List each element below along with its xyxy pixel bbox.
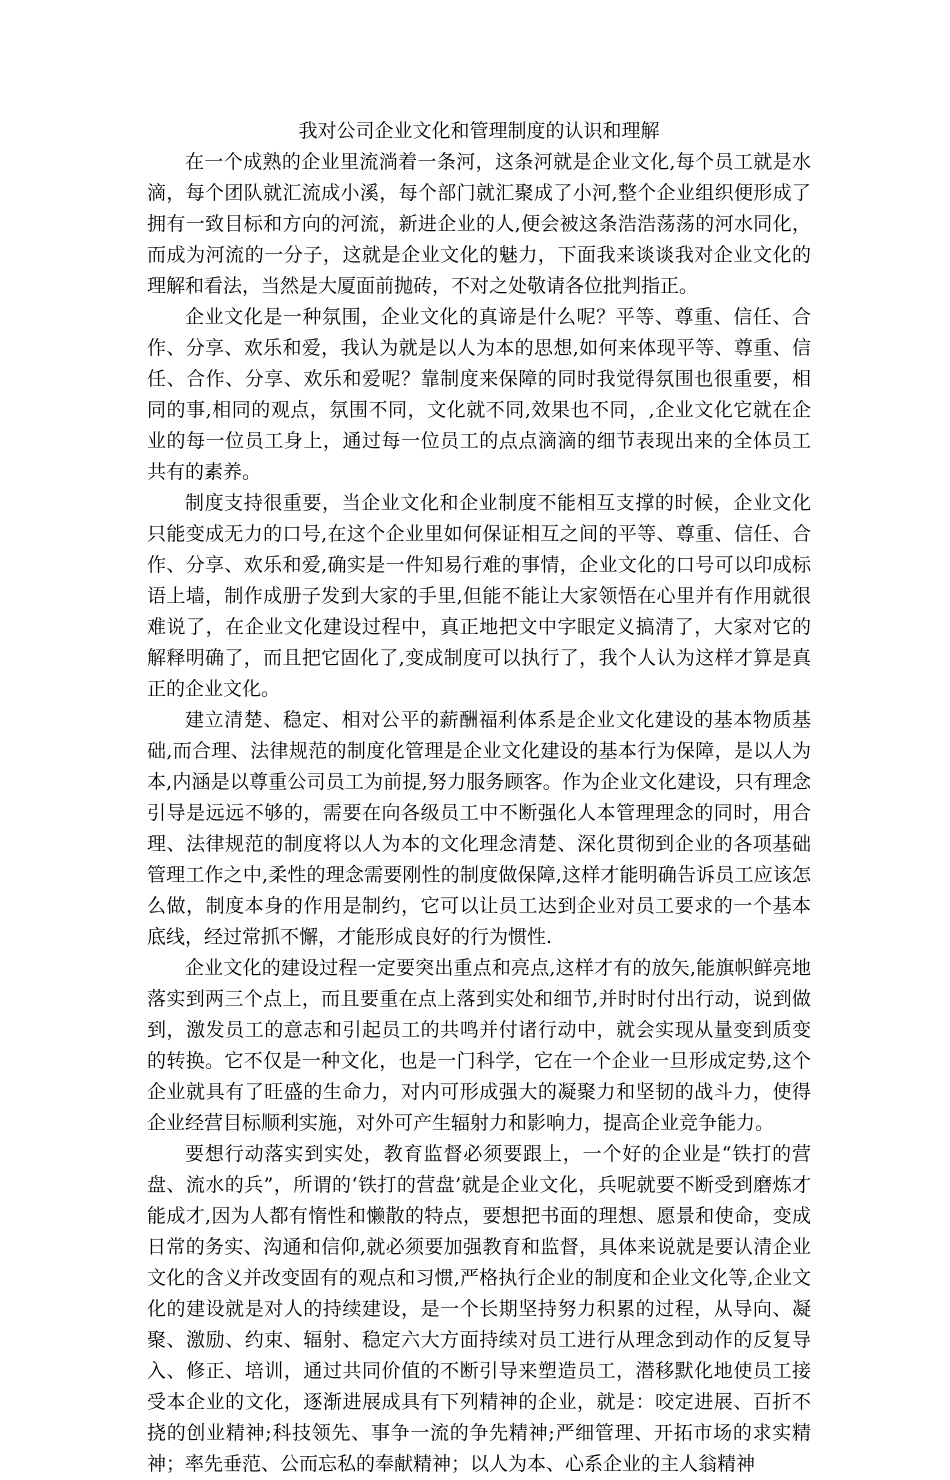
- paragraph-4: 建立清楚、稳定、相对公平的薪酬福利体系是企业文化建设的基本物质基础,而合理、法律规范的制度化管理是企业文化建设的基本行为保障，是以人为本,内涵是以尊重公司员工为前提,努力服务顾客。作为企业文化建设，只有理念引导是远远不够的，需要在向各级员工中不断强化人本管理理念的同时，用合理、法律规范的制度将以人为本的文化理念清楚、深化贯彻到企业的各项基础管理工作之中,柔性的理念需要刚性的制度做保障,这样才能明确告诉员工应该怎么做，制度本身的作用是制约，它可以让员工达到企业对员工要求的一个基本底线，经过常抓不懈，才能形成良好的行为惯性.: [147, 709, 811, 948]
- paragraph-1: 在一个成熟的企业里流淌着一条河，这条河就是企业文化,每个员工就是水滴，每个团队就汇流成小溪，每个部门就汇聚成了小河,整个企业组织便形成了拥有一致目标和方向的河流，新进企业的人,便会被这条浩浩荡荡的河水同化，而成为河流的一分子，这就是企业文化的魅力，下面我来谈谈我对企业文化的理解和看法，当然是大厦面前抛砖，不对之处敬请各位批判指正。: [147, 151, 811, 297]
- paragraph-3: 制度支持很重要，当企业文化和企业制度不能相互支撑的时候，企业文化只能变成无力的口号,在这个企业里如何保证相互之间的平等、尊重、信任、合作、分享、欢乐和爱,确实是一件知易行难的事情，企业文化的口号可以印成标语上墙，制作成册子发到大家的手里,但能不能让大家领悟在心里并有作用就很难说了，在企业文化建设过程中，真正地把文中字眼定义搞清了，大家对它的解释明确了，而且把它固化了,变成制度可以执行了，我个人认为这样才算是真正的企业文化。: [147, 492, 811, 700]
- document-page: [147, 116, 811, 1480]
- paragraph-6: 要想行动落实到实处，教育监督必须要跟上，一个好的企业是“铁打的营盘、流水的兵”，所谓的‘铁打的营盘’就是企业文化，兵呢就要不断受到磨炼才能成才,因为人都有惰性和懒散的特点，要想把书面的理想、愿景和使命，变成日常的务实、沟通和信仰,就必须要加强教育和监督，具体来说就是要认清企业文化的含义并改变固有的观点和习惯,严格执行企业的制度和企业文化等,企业文化的建设就是对人的持续建设，是一个长期坚持努力积累的过程，从导向、凝聚、激励、约束、辐射、稳定六大方面持续对员工进行从理念到动作的反复导入、修正、培训，通过共同价值的不断引导来塑造员工，潜移默化地使员工接受本企业的文化，逐渐进展成具有下列精神的企业，就是：咬定进展、百折不挠的创业精神;科技领先、事争一流的争先精神;严细管理、开拓市场的求实精神；率先垂范、公而忘私的奉献精神；以人为本、心系企业的主人翁精神: [147, 1143, 811, 1475]
- paragraph-5: 企业文化的建设过程一定要突出重点和亮点,这样才有的放矢,能旗帜鲜亮地落实到两三个点上，而且要重在点上落到实处和细节,并时时付出行动，说到做到，激发员工的意志和引起员工的共鸣并付诸行动中，就会实现从量变到质变的转换。它不仅是一种文化，也是一门科学，它在一个企业一旦形成定势,这个企业就具有了旺盛的生命力，对内可形成强大的凝聚力和坚韧的战斗力，使得企业经营目标顺利实施，对外可产生辐射力和影响力，提高企业竞争能力。: [147, 957, 811, 1134]
- paragraph-2: 企业文化是一种氛围，企业文化的真谛是什么呢？平等、尊重、信任、合作、分享、欢乐和爱，我认为就是以人为本的思想,如何来体现平等、尊重、信任、合作、分享、欢乐和爱呢？靠制度来保障的同时我觉得氛围也很重要，相同的事,相同的观点，氛围不同，文化就不同,效果也不同，,企业文化它就在企业的每一位员工身上，通过每一位员工的点点滴滴的细节表现出来的全体员工共有的素养。: [147, 306, 811, 483]
- document-title: 我对公司企业文化和管理制度的认识和理解: [298, 120, 660, 142]
